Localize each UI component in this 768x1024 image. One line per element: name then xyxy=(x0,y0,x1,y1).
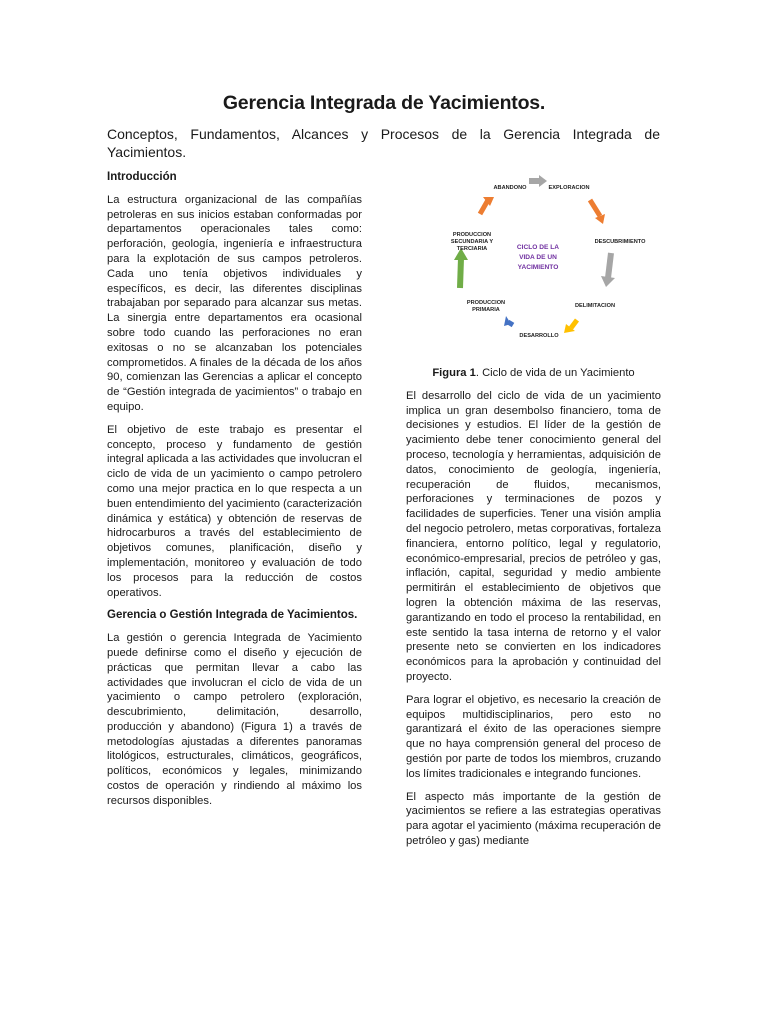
arrow-descubrimiento-to-delimitacion xyxy=(601,253,615,287)
right-column xyxy=(406,170,661,857)
right-paragraph-2: Para lograr el objetivo, es necesario la creación de equipos multidisciplinarios, pero esto no garantizará el éxito de las operaciones siempre que no haya comprensión general del proceso de gestión por parte de todos los miembros, cruzando los límites tradicionales e integrando funciones. xyxy=(406,693,661,780)
right-paragraph-3: El aspecto más importante de la gestión de yacimientos se refiere a las estrategias operativas para agotar el yacimiento (máxima recuperación de petróleo y gas) mediante xyxy=(406,790,661,847)
stage-secundaria-line-2: SECUNDARIA Y xyxy=(450,239,494,245)
figure-1 xyxy=(406,170,661,360)
stage-exploracion: EXPLORACION xyxy=(548,185,590,191)
cycle-center-line-1: CICLO DE LA xyxy=(516,244,560,251)
figure-caption-text: . Ciclo de vida de un Yacimiento xyxy=(475,367,635,379)
arrow-desarrollo-to-primaria xyxy=(504,316,513,326)
figure-caption-label: Figura 1 xyxy=(432,367,476,379)
stage-abandono: ABANDONO xyxy=(493,185,527,191)
intro-paragraph-2: El objetivo de este trabajo es presentar el concepto, proceso y fundamento de gestión integral aplicada a las actividades que involucran el ciclo de vida de un yacimiento o campo petrolero como una mejor practica en lo que respecta a un buen entendimiento del yacimiento (caracterización dinámica y estática) y obtención de reservas de hidrocarburos a través del establecimiento de objetivos comunes, planificación, diseño y implementación, monitoreo y evaluación de todo los procesos para la reducción de costos operativos. xyxy=(107,423,362,599)
left-column xyxy=(107,170,362,817)
arrow-exploracion-to-descubrimiento xyxy=(590,200,605,224)
cycle-center-line-2: VIDA DE UN xyxy=(519,254,557,261)
reservoir-lifecycle-diagram xyxy=(406,170,661,360)
section-heading-gerencia: Gerencia o Gestión Integrada de Yacimientos. xyxy=(107,609,358,622)
arrow-delimitacion-to-desarrollo xyxy=(564,320,577,333)
intro-paragraph-1: La estructura organizacional de las compañías petroleras en sus inicios estaban conformadas por departamentos operacionales tales como: perforación, geología, ingeniería e infraestructura para la explotación de sus campos petroleros. Cada uno tenía objetivos individuales y específicos, es decir, las diferentes disciplinas trabajaban por separado para alcanzar sus metas. La sinergia entre departamentos era ocasional sobre todo cuando las perforaciones no eran exitosas o no se alcanzaban los potenciales comprometidos. A finales de la década de los años 90, comienzan las Gerencias a aplicar el concepto de “Gestión integrada de yacimientos” o trabajo en equipo. xyxy=(107,193,362,413)
cycle-center-line-3: YACIMIENTO xyxy=(517,264,559,271)
right-paragraph-1: El desarrollo del ciclo de vida de un yacimiento implica un gran desembolso financiero, toma de decisiones y estudios. El líder de la gestión de yacimiento debe tener conocimiento general del proceso, tecnología y herramientas, adquisición de datos, conocimiento de geología, ingeniería, recuperación de fluidos, mecanismos, perforaciones y terminaciones de pozos y facilidades de superficies. Tener una visión amplia del negocio petrolero, metas corporativas, fortaleza financiera, entorno político, legal y regulatorio, económico-empresarial, precios de petróleo y gas, inflación, capital, seguridad y medio ambiente permitirán el establecimiento de objetivos que logren la obtención máxima de las reservas, garantizando en todo el proceso la rentabilidad, en este sentido la tasa interna de retorno y el valor presente neto se convierten en los indicadores económicos para la aprobación y continuidad del proyecto. xyxy=(406,389,661,683)
arrow-abandono-to-exploracion xyxy=(529,175,547,187)
document-subtitle: Conceptos, Fundamentos, Alcances y Procesos de la Gerencia Integrada de Yacimientos. xyxy=(107,126,660,160)
stage-desarrollo: DESARROLLO xyxy=(519,333,559,339)
arrow-secundaria-to-abandono xyxy=(480,197,494,214)
stage-delimitacion: DELIMITACION xyxy=(575,303,615,309)
arrow-primaria-to-secundaria xyxy=(454,248,468,288)
figure-caption xyxy=(406,366,661,381)
stage-secundaria-line-1: PRODUCCION xyxy=(452,232,492,238)
gerencia-paragraph: La gestión o gerencia Integrada de Yacimiento puede definirse como el diseño y ejecución de prácticas que permitan llevar a cabo las actividades que involucran el ciclo de vida de un yacimiento o campo petrolero (exploración, descubrimiento, delimitación, desarrollo, producción y abandono) (Figura 1) a través de metodologías ajustadas a diferentes panoramas litológicos, estructurales, climáticos, geográficos, políticos, económicos y legales, minimizando costos de operación y rindiendo al máximo los recursos disponibles. xyxy=(107,632,362,807)
intro-heading: Introducción xyxy=(107,171,177,183)
stage-secundaria-line-3: TERCIARIA xyxy=(456,246,488,252)
stage-primaria-line-2: PRIMARIA xyxy=(472,307,500,313)
stage-primaria-line-1: PRODUCCION xyxy=(466,300,506,306)
document-title: Gerencia Integrada de Yacimientos. xyxy=(222,92,546,114)
stage-descubrimiento: DESCUBRIMIENTO xyxy=(594,239,646,245)
